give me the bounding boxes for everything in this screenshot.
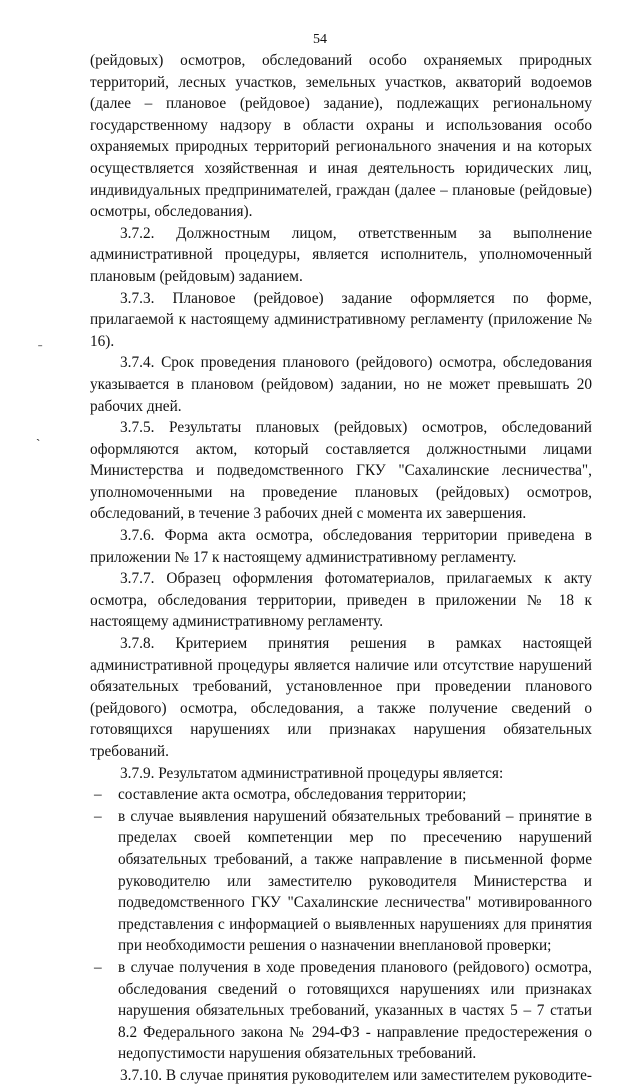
- paragraph-3-7-7: 3.7.7. Образец оформления фотоматериалов, прилагаемых к акту осмотра, обследования территории, приведен в приложении № 18 к настоящему административному регламенту.: [90, 570, 592, 631]
- bullet-text: в случае выявления нарушений обязательных требований – принятие в пределах своей компетенции мер по пресечению нарушений обязательных требований, а также направление в письменной форме руководителю или заместителю руководителя Министерства и подведомственного ГКУ "Сахалинские лесничества" мотивированного представления с информацией о выявленных нарушениях для принятия при необходимости решения о назначении внеплановой проверки;: [118, 807, 592, 955]
- scan-mark: ˋ: [36, 436, 41, 451]
- paragraph-3-7-9: 3.7.9. Результатом административной процедуры является:: [120, 764, 504, 782]
- bullet-item: [90, 806, 592, 957]
- bullet-text: в случае получения в ходе проведения планового (рейдового) осмотра, обследования сведений о готовящихся нарушениях или признаках нарушения обязательных требований, указанных в частях 5 – 7 статьи 8.2 Федерального закона № 294-ФЗ - направление предостережения о недопустимости нарушения обязательных требований.: [118, 958, 592, 1063]
- bullet-item: [90, 957, 592, 1065]
- paragraph-3-7-8: 3.7.8. Критерием принятия решения в рамках настоящей административной процедуры является наличие или отсутствие нарушений обязательных требований, установленное при проведении планового (рейдового) осмотра, обследования, а также получение сведений о готовящихся нарушениях или признаках нарушения обязательных требований.: [90, 635, 592, 760]
- scan-mark: ˉ: [38, 341, 43, 356]
- dash-marker: –: [94, 786, 102, 804]
- paragraph-3-7-5: 3.7.5. Результаты плановых (рейдовых) осмотров, обследований оформляются актом, который составляется должностными лицами Министерства и подведомственного ГКУ "Сахалинские лесничества", уполномоченными на проведение плановых (рейдовых) осмотров, обследований, в течение 3 рабочих дней с момента их завершения.: [90, 419, 592, 523]
- dash-marker: –: [94, 807, 102, 825]
- paragraph-3-7-6: 3.7.6. Форма акта осмотра, обследования территории приведена в приложении № 17 к настоящему административному регламенту.: [90, 527, 592, 566]
- paragraph-3-7-2: 3.7.2. Должностным лицом, ответственным за выполнение административной процедуры, является исполнитель, уполномоченный плановым (рейдовым) заданием.: [90, 224, 592, 285]
- paragraph-3-7-4: 3.7.4. Срок проведения планового (рейдового) осмотра, обследования указывается в плановом (рейдовом) задании, но не может превышать 20 рабочих дней.: [90, 354, 592, 415]
- bullet-text: составление акта осмотра, обследования территории;: [118, 786, 467, 804]
- page-number: 54: [313, 32, 327, 47]
- paragraph-3-7-10: 3.7.10. В случае принятия руководителем или заместителем руководите-: [120, 1066, 592, 1084]
- paragraph-continuation: (рейдовых) осмотров, обследований особо охраняемых природных территорий, лесных участков, земельных участков, акваторий водоемов (далее – плановое (рейдовое) задание), подлежащих региональному государственному надзору в области охраны и использования особо охраняемых природных территорий регионального значения и на которых осуществляется хозяйственная и иная деятельность юридических лиц, индивидуальных предпринимателей, граждан (далее – плановые (рейдовые) осмотры, обследования).: [90, 52, 592, 221]
- dash-marker: –: [94, 958, 102, 976]
- paragraph-3-7-3: 3.7.3. Плановое (рейдовое) задание оформляется по форме, прилагаемой к настоящему административному регламенту (приложение № 16).: [90, 289, 592, 350]
- bullet-item: [90, 784, 592, 806]
- page-body: [90, 50, 592, 1087]
